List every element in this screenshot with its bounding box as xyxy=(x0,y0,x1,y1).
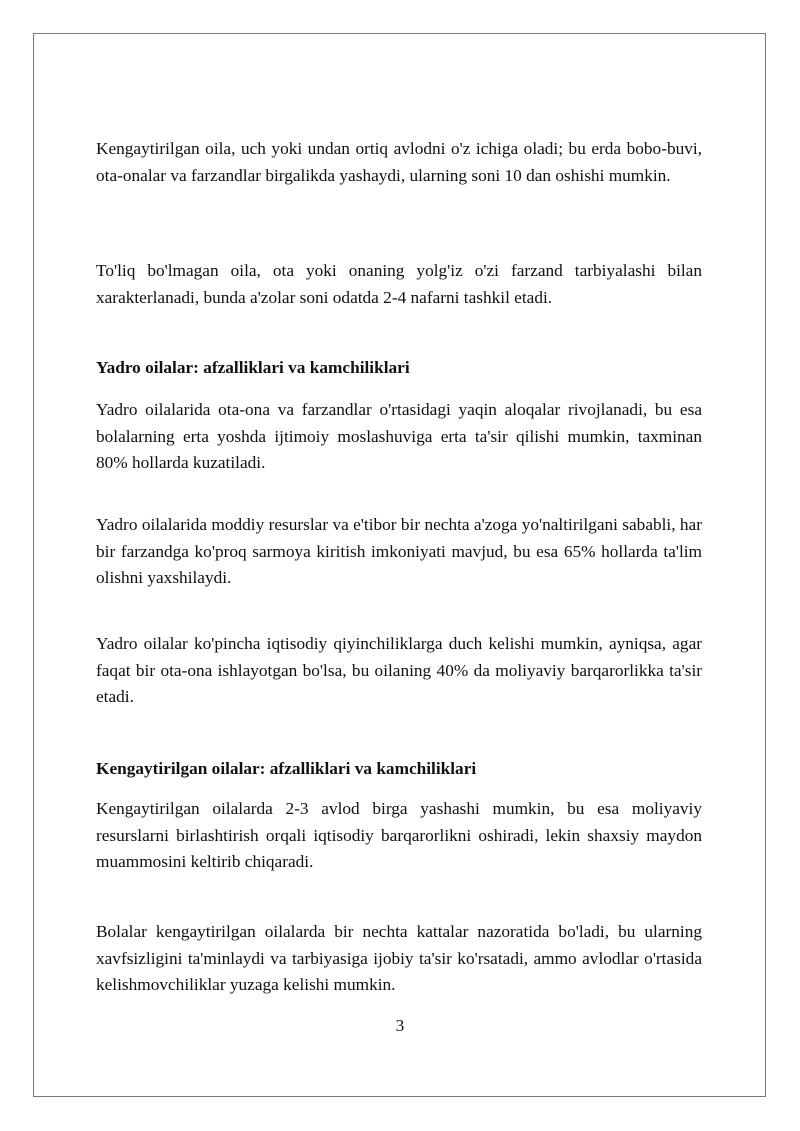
paragraph-extended-generations: Kengaytirilgan oilalarda 2-3 avlod birga yashashi mumkin, bu esa moliyaviy resurslarni birlashtirish orqali iqtisodiy barqarorlikni oshiradi, lekin shaxsiy maydon muammosini keltirib chiqaradi. xyxy=(96,799,702,871)
page-number: 3 xyxy=(395,1016,405,1035)
paragraph-extended-family-definition: Kengaytirilgan oila, uch yoki undan ortiq avlodni o'z ichiga oladi; bu erda bobo-buvi, ota-onalar va farzandlar birgalikda yashaydi, ularning soni 10 dan oshishi mumkin. xyxy=(96,139,702,185)
paragraph-extended-children-supervision: Bolalar kengaytirilgan oilalarda bir nechta kattalar nazoratida bo'ladi, bu ularning xavfsizligini ta'minlaydi va tarbiyasiga ijobiy ta'sir ko'rsatadi, ammo avlodlar o'rtasida kelishmovchiliklar yuzaga kelishi mumkin. xyxy=(96,922,702,994)
paragraph-nuclear-resources: Yadro oilalarida moddiy resurslar va e'tibor bir nechta a'zoga yo'naltirilgani sababli, har bir farzandga ko'proq sarmoya kiritish imkoniyati mavjud, bu esa 65% hollarda ta'lim olishni yaxshilaydi. xyxy=(96,515,702,587)
heading-extended-families: Kengaytirilgan oilalar: afzalliklari va kamchiliklari xyxy=(96,759,477,778)
paragraph-nuclear-close-ties: Yadro oilalarida ota-ona va farzandlar o'rtasidagi yaqin aloqalar rivojlanadi, bu esa bolalarning erta yoshda ijtimoiy moslashuviga erta ta'sir qilishi mumkin, taxminan 80% hollarda kuzatiladi. xyxy=(96,400,702,472)
heading-nuclear-families: Yadro oilalar: afzalliklari va kamchiliklari xyxy=(96,358,410,377)
paragraph-nuclear-economic-difficulties: Yadro oilalar ko'pincha iqtisodiy qiyinchiliklarga duch kelishi mumkin, ayniqsa, agar faqat bir ota-ona ishlayotgan bo'lsa, bu oilaning 40% da moliyaviy barqarorlikka ta'sir etadi. xyxy=(96,634,702,706)
paragraph-incomplete-family-definition: To'liq bo'lmagan oila, ota yoki onaning yolg'iz o'zi farzand tarbiyalashi bilan xarakterlanadi, bunda a'zolar soni odatda 2-4 nafarni tashkil etadi. xyxy=(96,261,702,307)
